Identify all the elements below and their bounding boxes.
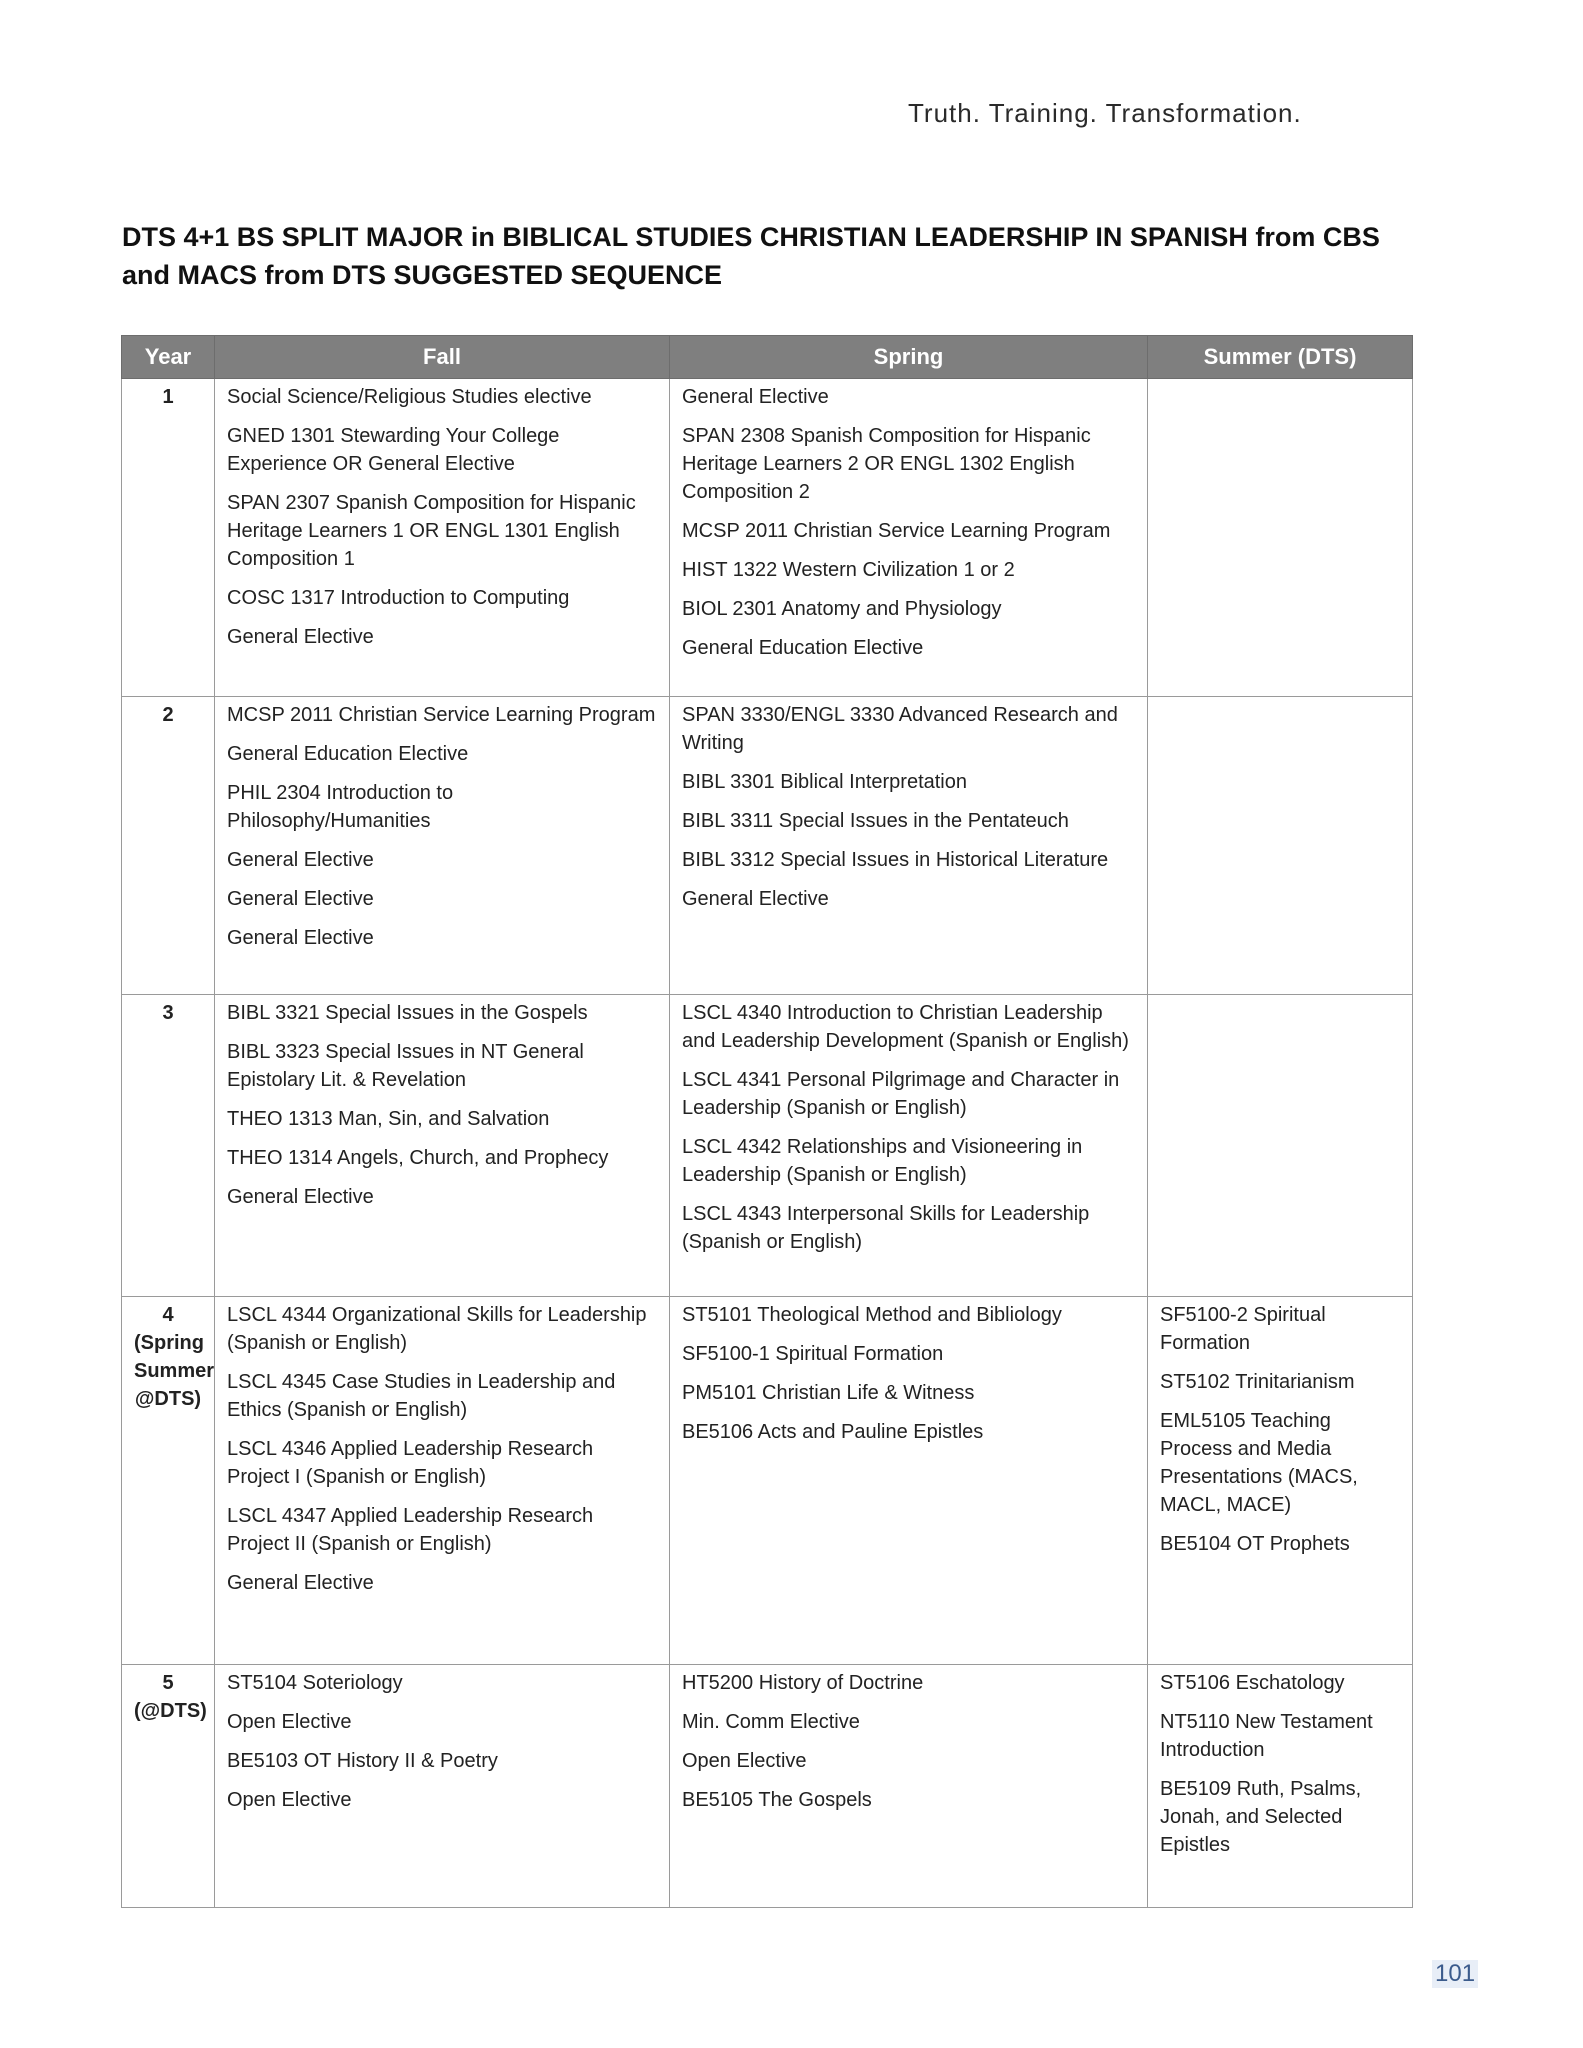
- table-row: [122, 1297, 1413, 1665]
- course-item: BIBL 3312 Special Issues in Historical Literature: [682, 849, 1109, 871]
- summer-cell: [1148, 995, 1413, 1297]
- course-item: PHIL 2304 Introduction to Philosophy/Humanities: [227, 782, 454, 832]
- year-cell: 1: [122, 379, 215, 697]
- course-item: COSC 1317 Introduction to Computing: [227, 587, 570, 609]
- table-row: [122, 379, 1413, 697]
- course-item: Social Science/Religious Studies elective: [227, 386, 592, 408]
- year-cell: 2: [122, 697, 215, 995]
- summer-cell: [1148, 1297, 1413, 1665]
- course-item: LSCL 4343 Interpersonal Skills for Leadership (Spanish or English): [682, 1203, 1090, 1253]
- fall-cell: [215, 1297, 670, 1665]
- course-item: HIST 1322 Western Civilization 1 or 2: [682, 559, 1015, 581]
- course-item: NT5110 New Testament Introduction: [1160, 1711, 1373, 1761]
- course-item: ST5104 Soteriology: [227, 1672, 403, 1694]
- table-row: [122, 697, 1413, 995]
- course-item: ST5101 Theological Method and Bibliology: [682, 1304, 1062, 1326]
- course-item: LSCL 4346 Applied Leadership Research Project I (Spanish or English): [227, 1438, 594, 1488]
- course-item: BE5109 Ruth, Psalms, Jonah, and Selected Epistles: [1160, 1778, 1362, 1856]
- course-item: GNED 1301 Stewarding Your College Experience OR General Elective: [227, 425, 560, 475]
- summer-cell: [1148, 697, 1413, 995]
- header-fall: Fall: [215, 336, 670, 379]
- course-item: Open Elective: [227, 1711, 352, 1733]
- spring-cell: [670, 995, 1148, 1297]
- table-body: [122, 379, 1413, 1908]
- fall-cell: [215, 1665, 670, 1908]
- course-item: General Education Elective: [682, 637, 924, 659]
- course-item: BIBL 3301 Biblical Interpretation: [682, 771, 967, 793]
- course-item: MCSP 2011 Christian Service Learning Program: [227, 704, 656, 726]
- course-item: BIBL 3323 Special Issues in NT General Epistolary Lit. & Revelation: [227, 1041, 584, 1091]
- course-item: LSCL 4345 Case Studies in Leadership and Ethics (Spanish or English): [227, 1371, 616, 1421]
- document-title: DTS 4+1 BS SPLIT MAJOR in BIBLICAL STUDIES CHRISTIAN LEADERSHIP IN SPANISH from CBS and MACS from DTS SUGGESTED SEQUENCE: [122, 222, 1380, 290]
- course-item: General Elective: [227, 1572, 374, 1594]
- fall-cell: [215, 995, 670, 1297]
- course-item: General Elective: [227, 927, 374, 949]
- course-item: PM5101 Christian Life & Witness: [682, 1382, 975, 1404]
- course-item: LSCL 4340 Introduction to Christian Leadership and Leadership Development (Spanish or English): [682, 1002, 1129, 1052]
- course-item: General Elective: [227, 626, 374, 648]
- table-row: [122, 1665, 1413, 1908]
- fall-cell: [215, 379, 670, 697]
- spring-cell: [670, 697, 1148, 995]
- summer-cell: [1148, 1665, 1413, 1908]
- course-item: THEO 1313 Man, Sin, and Salvation: [227, 1108, 550, 1130]
- course-item: General Elective: [227, 1186, 374, 1208]
- year-cell: 3: [122, 995, 215, 1297]
- table-row: [122, 995, 1413, 1297]
- course-item: BIOL 2301 Anatomy and Physiology: [682, 598, 1002, 620]
- course-item: HT5200 History of Doctrine: [682, 1672, 924, 1694]
- course-item: SPAN 2307 Spanish Composition for Hispanic Heritage Learners 1 OR ENGL 1301 English Composition 1: [227, 492, 636, 570]
- course-item: Min. Comm Elective: [682, 1711, 860, 1733]
- header-year: Year: [122, 336, 215, 379]
- spring-cell: [670, 1297, 1148, 1665]
- course-item: General Elective: [682, 386, 829, 408]
- course-item: SPAN 3330/ENGL 3330 Advanced Research and Writing: [682, 704, 1118, 754]
- course-item: ST5106 Eschatology: [1160, 1672, 1345, 1694]
- course-item: LSCL 4347 Applied Leadership Research Project II (Spanish or English): [227, 1505, 594, 1555]
- course-item: LSCL 4344 Organizational Skills for Leadership (Spanish or English): [227, 1304, 647, 1354]
- year-cell: 4 (Spring Summer @DTS): [122, 1297, 215, 1665]
- year-cell: 5 (@DTS): [122, 1665, 215, 1908]
- course-item: BE5103 OT History II & Poetry: [227, 1750, 498, 1772]
- page-number: 101: [1432, 1960, 1478, 1988]
- spring-cell: [670, 1665, 1148, 1908]
- course-item: SF5100-2 Spiritual Formation: [1160, 1304, 1326, 1354]
- course-item: General Elective: [227, 888, 374, 910]
- spring-cell: [670, 379, 1148, 697]
- header-spring: Spring: [670, 336, 1148, 379]
- sequence-table: [121, 335, 1413, 1908]
- fall-cell: [215, 697, 670, 995]
- course-item: Open Elective: [227, 1789, 352, 1811]
- course-item: Open Elective: [682, 1750, 807, 1772]
- course-item: ST5102 Trinitarianism: [1160, 1371, 1355, 1393]
- course-item: BIBL 3321 Special Issues in the Gospels: [227, 1002, 588, 1024]
- header-summer: Summer (DTS): [1148, 336, 1413, 379]
- course-item: THEO 1314 Angels, Church, and Prophecy: [227, 1147, 609, 1169]
- course-item: SPAN 2308 Spanish Composition for Hispanic Heritage Learners 2 OR ENGL 1302 English Composition 2: [682, 425, 1091, 503]
- course-item: BE5104 OT Prophets: [1160, 1533, 1350, 1555]
- course-item: MCSP 2011 Christian Service Learning Program: [682, 520, 1111, 542]
- course-item: BE5105 The Gospels: [682, 1789, 872, 1811]
- summer-cell: [1148, 379, 1413, 697]
- course-item: LSCL 4341 Personal Pilgrimage and Character in Leadership (Spanish or English): [682, 1069, 1120, 1119]
- course-item: EML5105 Teaching Process and Media Presentations (MACS, MACL, MACE): [1160, 1410, 1358, 1516]
- course-item: General Elective: [682, 888, 829, 910]
- course-item: General Education Elective: [227, 743, 469, 765]
- course-item: LSCL 4342 Relationships and Visioneering in Leadership (Spanish or English): [682, 1136, 1083, 1186]
- course-item: SF5100-1 Spiritual Formation: [682, 1343, 944, 1365]
- course-item: BIBL 3311 Special Issues in the Pentateuch: [682, 810, 1069, 832]
- course-item: General Elective: [227, 849, 374, 871]
- table-header-row: [122, 336, 1413, 379]
- tagline: Truth. Training. Transformation.: [908, 98, 1302, 128]
- course-item: BE5106 Acts and Pauline Epistles: [682, 1421, 984, 1443]
